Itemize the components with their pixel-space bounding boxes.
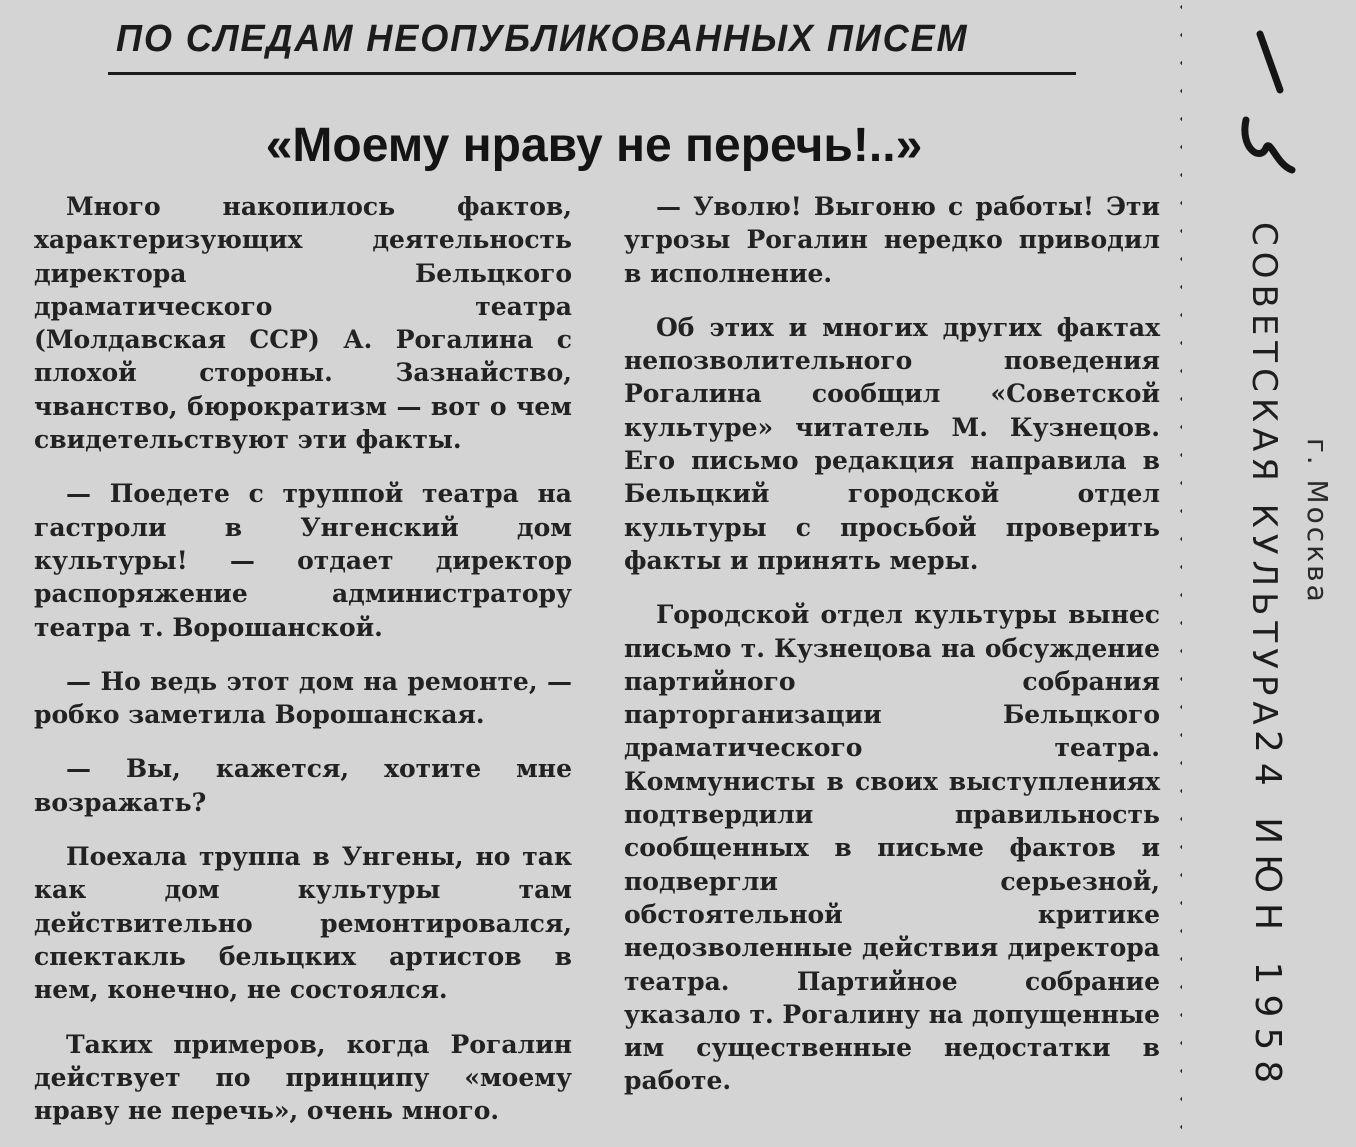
left-paragraph-2: — Поедете с труппой театра на гастроли в Унгенский дом культуры! — отдает директор распоряжение администратору театра т. Ворошанской. [34,479,572,642]
left-paragraph-1: Много накопилось фактов, характеризующих деятельность директора Бельцкого драматического театра (Молдавская ССР) А. Рогалина с плохой стороны. Зазнайство, чванство, бюрократизм — вот о чем свидетельствуют эти факты. [34,192,572,455]
left-paragraph-6: Таких примеров, когда Рогалин действует по принципу «моему нраву не перечь», очень много. [34,1029,572,1126]
newspaper-name: СОВЕТСКАЯ КУЛЬТУРА [1244,222,1284,731]
right-paragraph-2: Об этих и многих других фактах непозволительного поведения Рогалина сообщил «Советской культуре» читатель М. Кузнецов. Его письмо редакция направила в Бельцкий городской отдел культуры с просьбой проверить факты и принять меры. [624,312,1160,575]
newspaper-city: г. Москва [1301,438,1334,605]
left-column [34,190,572,1127]
left-paragraph-5: Поехала труппа в Унгены, но так как дом культуры там действительно ремонтировался, спектакль бельцких артистов в нем, конечно, не состоялся. [34,842,572,1005]
right-paragraph-1: — Уволю! Выгоню с работы! Эти угрозы Рогалин нередко приводил в исполнение. [624,192,1160,288]
left-paragraph-4: — Вы, кажется, хотите мне возражать? [34,754,572,817]
handwritten-mark-icon [1232,24,1302,184]
date-stamp: 24 ИЮН 1958 [1247,730,1288,1094]
rubric-rule [108,72,1076,75]
right-paragraph-3: Городской отдел культуры вынес письмо т. Кузнецова на обсуждение партийного собрания парторганизации Бельцкого драматического театра. Коммунисты в своих выступлениях подтвердили правильность сообщенных в письме фактов и подвергли серьезной, обстоятельной критике недозволенные действия директора театра. Партийное собрание указало т. Рогалину на допущенные им существенные недостатки в работе. [624,600,1160,1096]
article-headline: «Моему нраву не перечь!..» [265,119,923,172]
left-paragraph-3: — Но ведь этот дом на ремонте, — робко заметила Ворошанская. [34,666,572,730]
rubric-heading: ПО СЛЕДАМ НЕОПУБЛИКОВАННЫХ ПИСЕМ [116,18,969,60]
right-column [624,190,1160,1098]
